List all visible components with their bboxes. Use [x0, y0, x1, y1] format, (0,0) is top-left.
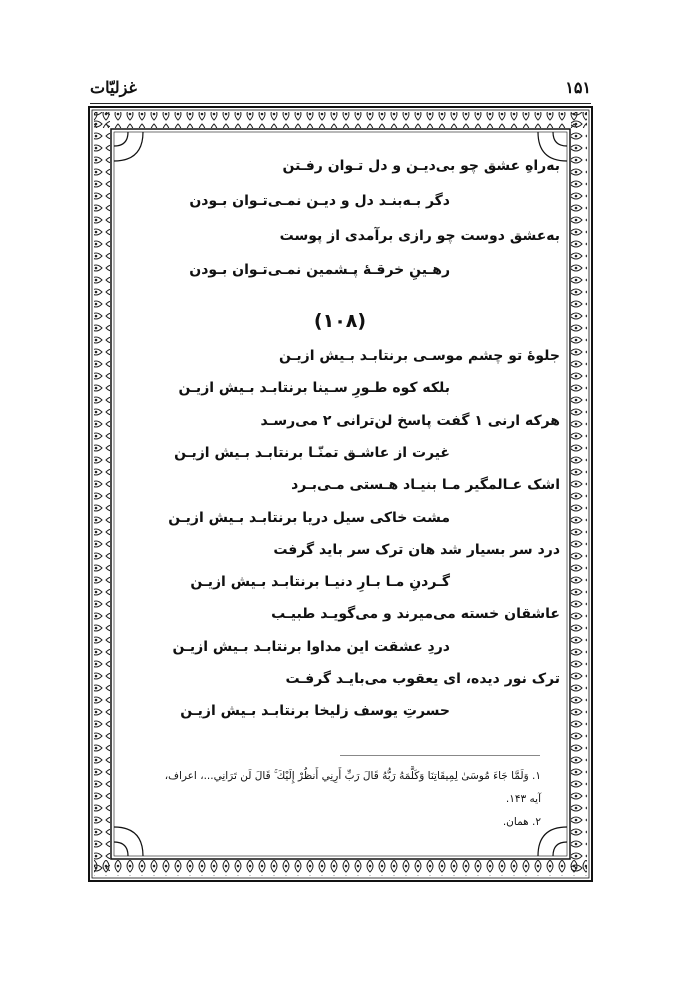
verse-line: دردِ عشقت این مداوا برنتابـد بـیش ازیـن — [172, 638, 450, 655]
running-header-title: غزلیّات — [90, 78, 137, 97]
footnote-separator — [340, 755, 540, 756]
verse-line: ترک نور دیده، ای یعقوب می‌بایـد گرفـت — [285, 671, 560, 687]
verse-line: جلوهٔ تو چشم موسـی برنتابـد بـیش ازیـن — [279, 348, 560, 364]
page-number: ۱۵۱ — [565, 78, 591, 97]
verse-line: هرکه ارنی ۱ گفت پاسخ لن‌ترانی ۲ می‌رسـد — [260, 412, 560, 429]
verse-line: درد سر بسیار شد هان ترک سر باید گرفت — [273, 541, 560, 558]
poem-number: (۱۰۸) — [313, 310, 367, 332]
verse-line: عاشقان خسته می‌میرند و می‌گویـد طبیـب — [271, 606, 560, 623]
footnote-2: ۲. همان. — [502, 816, 541, 828]
ornamental-frame — [88, 106, 593, 882]
verse-line: به‌عشق دوست چو رازی برآمدی از پوست — [279, 228, 560, 244]
footnote-1: ۱. وَلَمَّا جَاءَ مُوسَىٰ لِمِيقَاتِنَا وَكَلَّمَهُ رَبُّهُ قَالَ رَبِّ أَرِنِي أَنظُرْ إِلَيْكَ ۚ قَالَ لَن تَرَانِي...، اعراف، — [164, 770, 541, 782]
footnote-1-cont: آیه ۱۴۳. — [505, 793, 541, 805]
verse-line: حسرتِ یوسف زلیخا برنتابـد بـیش ازیـن — [180, 703, 450, 720]
verse-line: غیرت از عاشـق تمنّـا برنتابـد بـیش ازیـن — [174, 444, 450, 461]
verse-line: دگر بـه‌بنـد دل و دیـن نمـی‌تـوان بـودن — [189, 193, 450, 209]
header-rule — [90, 103, 591, 104]
verse-line: رهـینِ خرقـهٔ پـشمین نمـی‌تـوان بـودن — [189, 262, 450, 278]
verse-line: اشک عـالمگیر مـا بنیـاد هـستی مـی‌بـرد — [291, 477, 560, 494]
verse-line: به‌راهِ عشق چو بی‌دیـن و دل تـوان رفـتن — [282, 158, 560, 174]
verse-line: بلکه کوه طـورِ سـینا برنتابـد بـیش ازیـن — [178, 380, 450, 397]
verse-line: گـردنِ مـا بـارِ دنیـا برنتابـد بـیش ازیـن — [190, 574, 450, 591]
verse-line: مشت خاکی سیل دریا برنتابـد بـیش ازیـن — [168, 509, 450, 526]
